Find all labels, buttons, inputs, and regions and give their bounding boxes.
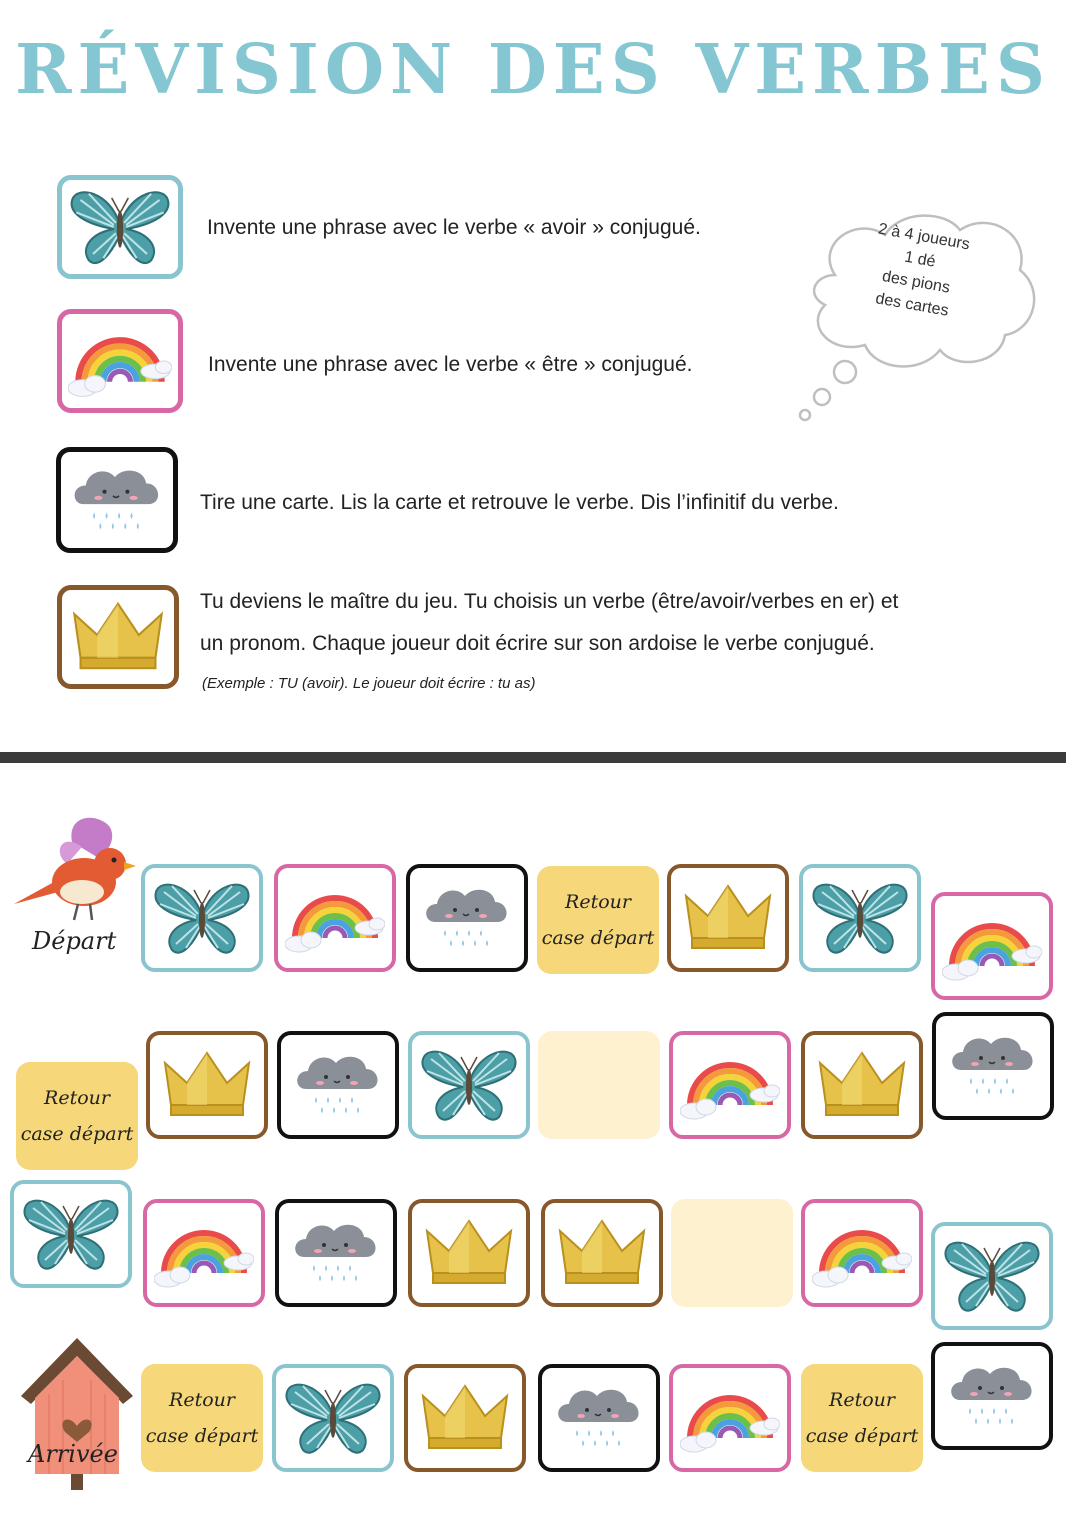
- butterfly-icon: [152, 878, 252, 958]
- board-cell: [408, 1031, 530, 1139]
- board-cell: [146, 1031, 268, 1139]
- rule-text-etre: Invente une phrase avec le verbe « être » conjugué.: [208, 353, 693, 376]
- board-cell: [669, 1364, 791, 1472]
- cloud-icon: [549, 1378, 649, 1458]
- butterfly-icon: [21, 1194, 121, 1274]
- board-cell-retour: [16, 1062, 138, 1170]
- section-divider: [0, 752, 1066, 763]
- board-cell: [669, 1031, 791, 1139]
- retour-label: Retour case départ: [145, 1389, 259, 1447]
- material-pawns: des pions: [880, 268, 952, 297]
- board-cell: [275, 1199, 397, 1307]
- cloud-icon: [943, 1026, 1043, 1106]
- butterfly-icon: [942, 1236, 1042, 1316]
- board-cell: [932, 1012, 1054, 1120]
- material-players: 2 à 4 joueurs: [876, 220, 972, 254]
- board-cell: [274, 864, 396, 972]
- board-cell-retour: [141, 1364, 263, 1472]
- retour-label: Retour case départ: [541, 891, 655, 949]
- rule-rainbow-tile: [57, 309, 183, 413]
- crown-icon: [157, 1045, 257, 1125]
- page-title: RÉVISION DES VERBES: [15, 30, 1051, 110]
- crown-icon: [678, 878, 778, 958]
- board-cell: [538, 1364, 660, 1472]
- butterfly-icon: [419, 1045, 519, 1125]
- board-cell: [931, 1222, 1053, 1330]
- board-cell: [404, 1364, 526, 1472]
- cloud-icon: [417, 878, 517, 958]
- board-cell: [799, 864, 921, 972]
- arrivee-label: Arrivée: [28, 1440, 118, 1468]
- crown-icon: [419, 1213, 519, 1293]
- rule-butterfly-tile: [57, 175, 183, 279]
- board-cell-retour: [801, 1364, 923, 1472]
- rule-cloud-tile: [56, 447, 178, 553]
- board-cell: [801, 1031, 923, 1139]
- rule-text-avoir: Invente une phrase avec le verbe « avoir » conjugué.: [207, 216, 701, 239]
- retour-label: Retour case départ: [805, 1389, 919, 1447]
- retour-label: Retour case départ: [20, 1087, 134, 1145]
- rainbow-icon: [680, 1045, 780, 1125]
- rainbow-icon: [285, 878, 385, 958]
- rainbow-icon: [680, 1378, 780, 1458]
- board-cell-blank: [538, 1031, 660, 1139]
- birdhouse-icon: [15, 1334, 140, 1494]
- bird-icon: [12, 812, 137, 927]
- material-die: 1 dé: [903, 248, 937, 271]
- crown-icon: [812, 1045, 912, 1125]
- rule-crown-tile: [57, 585, 179, 689]
- butterfly-icon: [283, 1378, 383, 1458]
- rainbow-icon: [942, 906, 1042, 986]
- cloud-icon: [288, 1045, 388, 1125]
- cloud-icon: [286, 1213, 386, 1293]
- material-cards: des cartes: [874, 290, 950, 320]
- board-cell: [801, 1199, 923, 1307]
- butterfly-icon: [810, 878, 910, 958]
- rainbow-icon: [812, 1213, 912, 1293]
- butterfly-icon: [68, 185, 172, 269]
- board-cell: [667, 864, 789, 972]
- rainbow-icon: [68, 319, 172, 403]
- crown-icon: [66, 595, 170, 679]
- rule-text-maitre-1: Tu deviens le maître du jeu. Tu choisis un verbe (être/avoir/verbes en er) et: [200, 590, 899, 613]
- crown-icon: [552, 1213, 652, 1293]
- board-cell: [408, 1199, 530, 1307]
- board-cell: [143, 1199, 265, 1307]
- cloud-icon: [65, 458, 169, 542]
- board-cell: [141, 864, 263, 972]
- board-cell: [277, 1031, 399, 1139]
- board-cell: [931, 1342, 1053, 1450]
- board-cell-retour: [537, 866, 659, 974]
- rule-text-carte: Tire une carte. Lis la carte et retrouve le verbe. Dis l’infinitif du verbe.: [200, 491, 839, 514]
- crown-icon: [415, 1378, 515, 1458]
- rainbow-icon: [154, 1213, 254, 1293]
- board-cell: [406, 864, 528, 972]
- board-cell: [272, 1364, 394, 1472]
- rule-example: (Exemple : TU (avoir). Le joueur doit écrire : tu as): [202, 675, 536, 692]
- board-cell: [931, 892, 1053, 1000]
- board-cell: [541, 1199, 663, 1307]
- cloud-icon: [942, 1356, 1042, 1436]
- board-cell: [10, 1180, 132, 1288]
- board-cell-blank: [671, 1199, 793, 1307]
- rule-text-maitre-2: un pronom. Chaque joueur doit écrire sur son ardoise le verbe conjugué.: [200, 632, 875, 655]
- depart-label: Départ: [32, 927, 117, 955]
